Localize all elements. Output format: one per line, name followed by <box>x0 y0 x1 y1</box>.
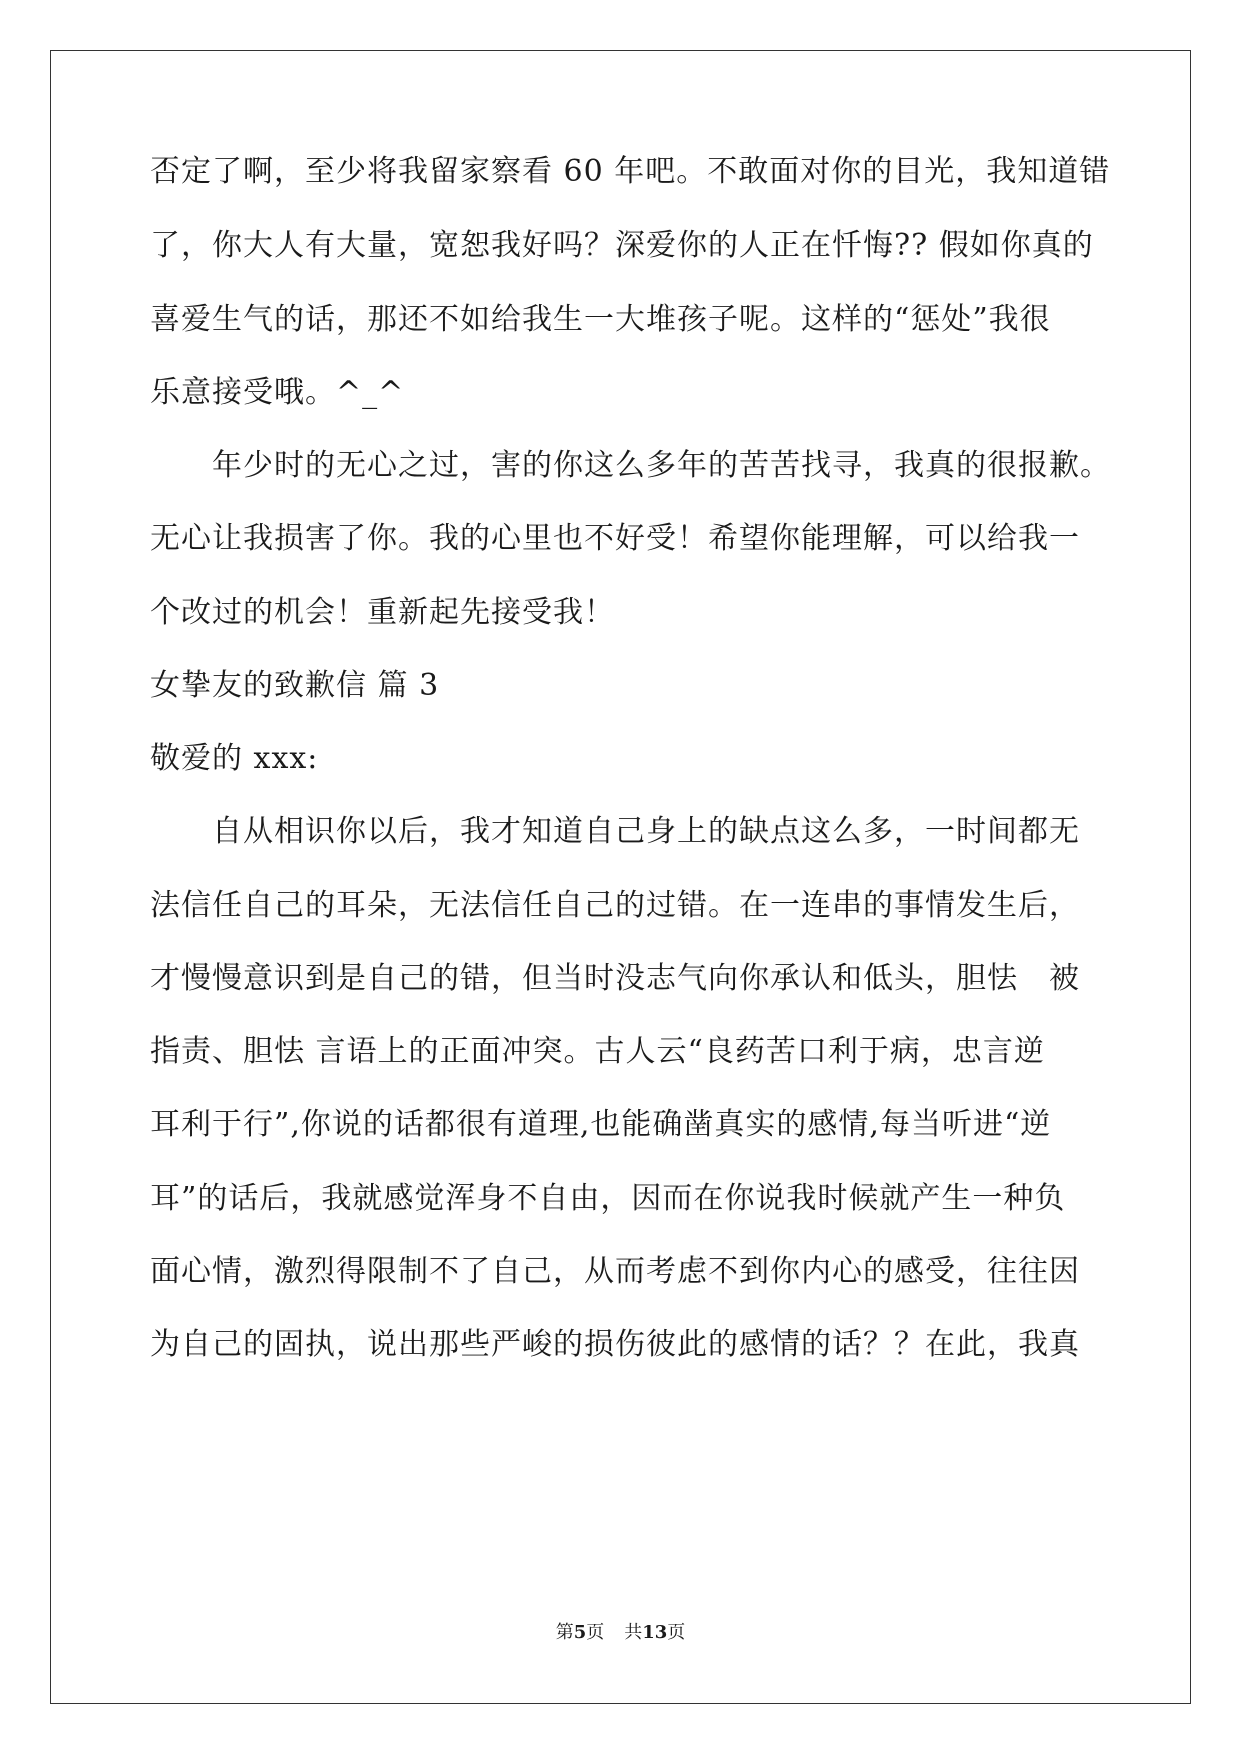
paragraph-start-line: 年少时的无心之过，害的你这么多年的苦苦找寻，我真的很报歉。 <box>212 448 1111 483</box>
total-prefix: 共 <box>624 1622 643 1643</box>
page-number: 5 <box>573 1622 587 1643</box>
page-border <box>50 50 1191 1704</box>
body-line-7: 个改过的机会！重新起先接受我！ <box>150 595 615 630</box>
body-line-4: 乐意接受哦。^_^ <box>150 375 405 410</box>
body-line-6: 无心让我损害了你。我的心里也不好受！希望你能理解，可以给我一 <box>150 521 1080 556</box>
page-prefix: 第 <box>555 1622 574 1643</box>
body-line-16: 面心情，激烈得限制不了自己，从而考虑不到你内心的感受，往往因 <box>150 1254 1080 1289</box>
section-heading: 女挚友的致歉信 篇 3 <box>150 668 440 703</box>
body-line-14: 耳利于行”,你说的话都很有道理,也能确凿真实的感情,每当听进“逆 <box>150 1107 1052 1142</box>
body-line-17: 为自己的固执，说出那些严峻的损伤彼此的感情的话？？在此，我真 <box>150 1327 1080 1362</box>
body-line-2: 了，你大人有大量，宽恕我好吗？深爱你的人正在忏悔?? 假如你真的 <box>150 228 1094 263</box>
body-line-13: 指责、胆怯 言语上的正面冲突。古人云“良药苦口利于病，忠言逆 <box>150 1034 1045 1069</box>
body-line-1: 否定了啊，至少将我留家察看 60 年吧。不敢面对你的目光，我知道错 <box>150 154 1111 189</box>
total-suffix: 页 <box>667 1622 686 1643</box>
salutation: 敬爱的 xxx: <box>150 741 319 776</box>
body-line-15: 耳”的话后，我就感觉浑身不自由，因而在你说我时候就产生一种负 <box>150 1181 1066 1216</box>
body-line-11: 法信任自己的耳朵，无法信任自己的过错。在一连串的事情发生后， <box>150 888 1080 923</box>
paragraph-start-line: 自从相识你以后，我才知道自己身上的缺点这么多，一时间都无 <box>212 814 1080 849</box>
page-footer <box>0 1622 1241 1644</box>
total-pages: 13 <box>642 1622 668 1643</box>
body-line-3: 喜爱生气的话，那还不如给我生一大堆孩子呢。这样的“惩处”我很 <box>150 302 1051 337</box>
page-suffix: 页 <box>586 1622 605 1643</box>
body-line-12: 才慢慢意识到是自己的错，但当时没志气向你承认和低头，胆怯 被 <box>150 961 1080 996</box>
